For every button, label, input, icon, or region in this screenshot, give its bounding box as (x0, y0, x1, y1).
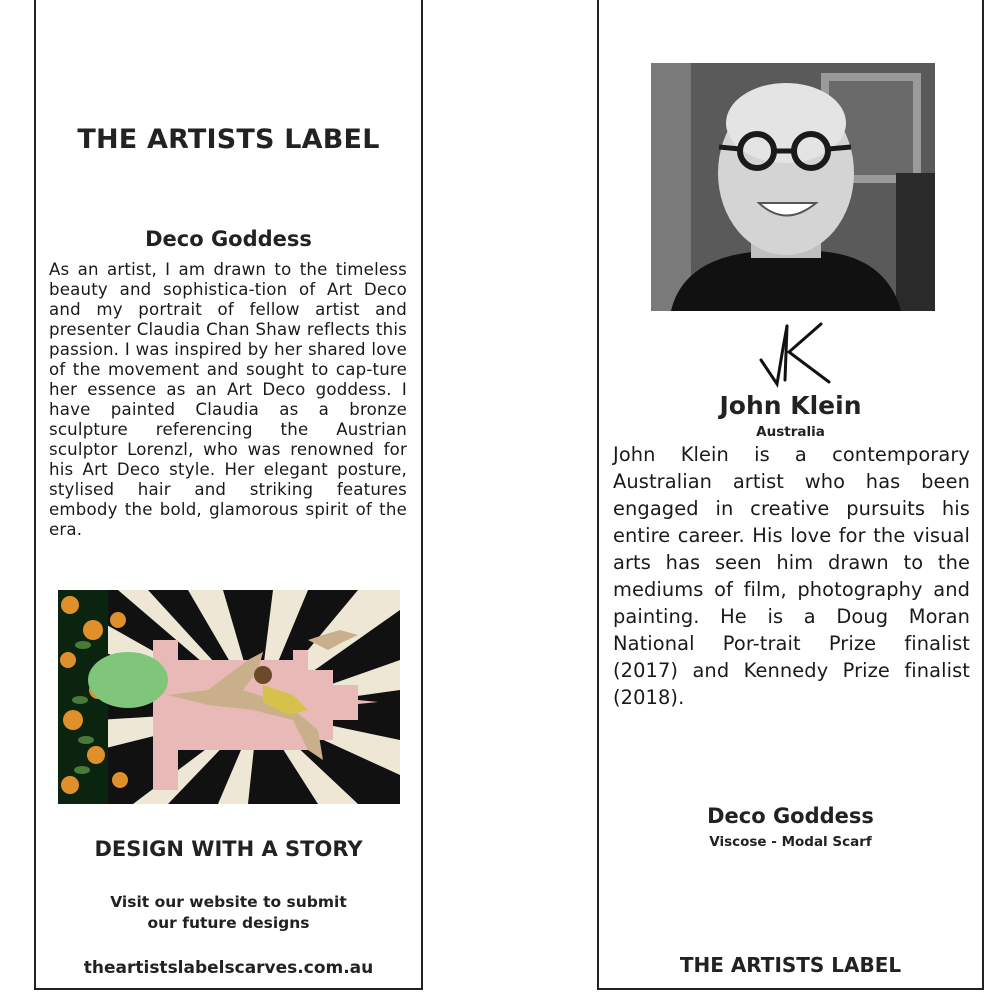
tagline: DESIGN WITH A STORY (94, 837, 363, 861)
brand-footer: THE ARTISTS LABEL (679, 953, 902, 977)
cta-line-2: our future designs (147, 914, 310, 932)
product-name: Deco Goddess (707, 804, 874, 828)
artist-statement: As an artist, I am drawn to the timeless beauty and sophistica-tion of Art Deco and my portrait of fellow artist and presenter Claudia Chan Shaw reflects this passion. I was inspired by her shared love of the movement and sought to cap-ture her essence as an Art Deco goddess. I have painted Claudia as a bronze sculpture referencing the Austrian sculptor Lorenzl, who was renowned for his Art Deco style. Her elegant posture, stylised hair and striking features embody the bold, glamorous spirit of the era. (49, 260, 407, 539)
left-card (34, 0, 423, 990)
right-card (597, 0, 984, 990)
cta-line-1: Visit our website to submit (110, 893, 347, 911)
artist-name: John Klein (719, 391, 862, 420)
product-description: Viscose - Modal Scarf (709, 834, 872, 850)
artist-country: Australia (756, 424, 825, 440)
artist-portrait-photo (651, 63, 935, 311)
artwork-title: Deco Goddess (145, 227, 312, 251)
brand-title: THE ARTISTS LABEL (77, 124, 380, 155)
call-to-action (36, 892, 421, 934)
jk-signature-icon (749, 318, 839, 390)
website-link[interactable]: theartistslabelscarves.com.au (83, 958, 374, 978)
artwork-image (58, 590, 400, 804)
artist-bio: John Klein is a contemporary Australian artist who has been engaged in creative pursuits his entire career. His love for the visual arts has seen him drawn to the mediums of film, photography and painting. He is a Doug Moran National Por-trait Prize finalist (2017) and Kennedy Prize finalist (2018). (613, 443, 970, 709)
